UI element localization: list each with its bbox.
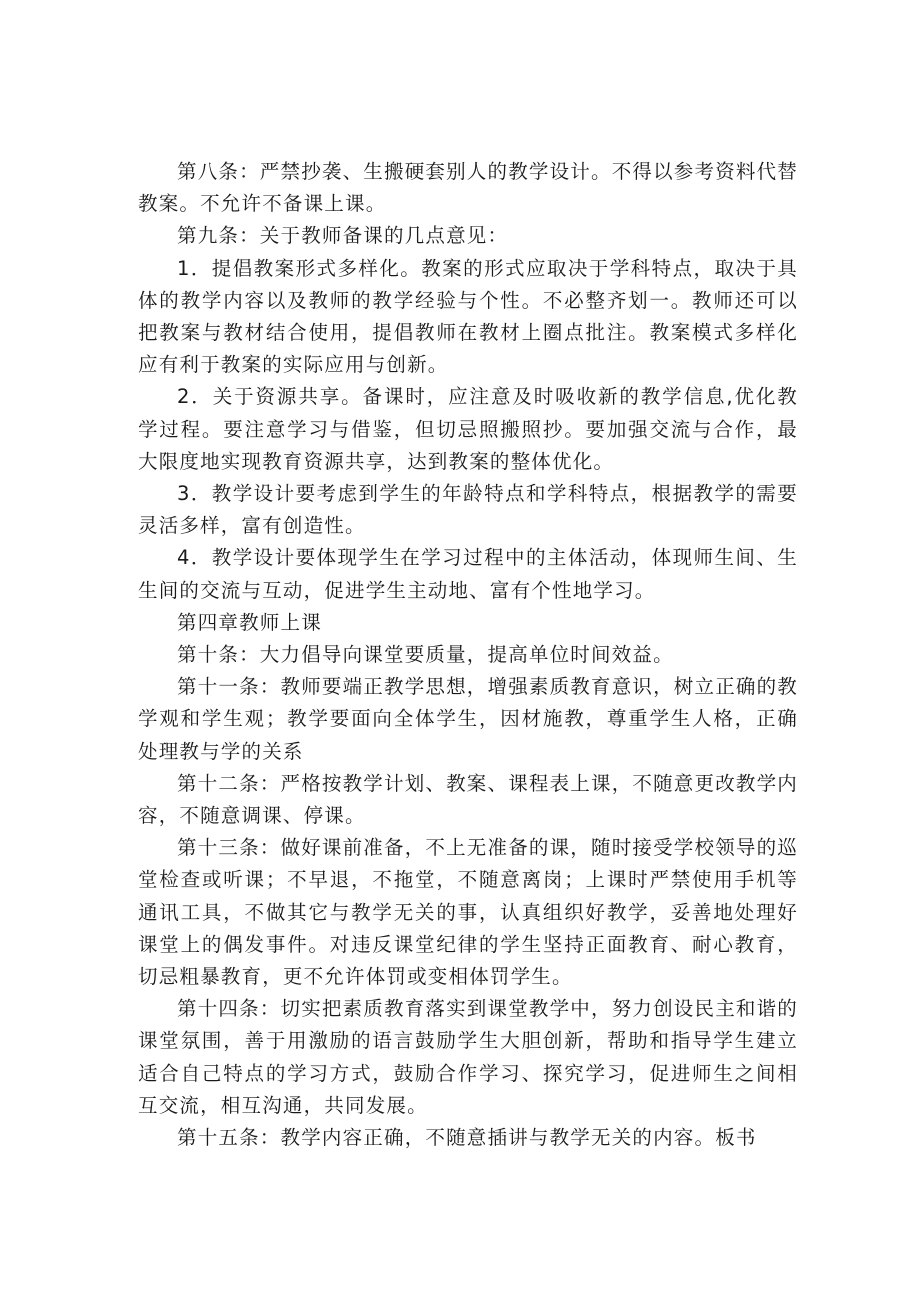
article-9-paragraph: 第九条：关于教师备课的几点意见： xyxy=(177,224,509,248)
chapter-4-heading: 第四章教师上课 xyxy=(177,610,322,634)
document-page xyxy=(138,156,798,1154)
article-15-paragraph: 第十五条：教学内容正确，不随意插讲与教学无关的内容。板书 xyxy=(177,1126,757,1150)
article-14-paragraph: 第十四条：切实把素质教育落实到课堂教学中，努力创设民主和谐的课堂氛围，善于用激励的语言鼓励学生大胆创新，帮助和指导学生建立适合自己特点的学习方式，鼓励合作学习、探究学习，促进师生之间相互交流，相互沟通，共同发展。 xyxy=(138,997,799,1117)
list-item-2-paragraph: 2．关于资源共享。备课时，应注意及时吸收新的教学信息,优化教学过程。要注意学习与借鉴，但切忌照搬照抄。要加强交流与合作，最大限度地实现教育资源共享，达到教案的整体优化。 xyxy=(138,385,798,473)
article-12-paragraph: 第十二条：严格按教学计划、教案、课程表上课，不随意更改教学内容，不随意调课、停课。 xyxy=(138,771,799,828)
article-11-paragraph: 第十一条：教师要端正教学思想，增强素质教育意识，树立正确的教学观和学生观；教学要面向全体学生，因材施教，尊重学生人格，正确处理教与学的关系 xyxy=(138,675,799,763)
list-item-3-paragraph: 3．教学设计要考虑到学生的年龄特点和学科特点，根据教学的需要灵活多样，富有创造性。 xyxy=(138,482,798,538)
list-item-4-paragraph: 4．教学设计要体现学生在学习过程中的主体活动，体现师生间、生生间的交流与互动，促进学生主动地、富有个性地学习。 xyxy=(138,546,798,602)
article-10-paragraph: 第十条：大力倡导向课堂要质量，提高单位时间效益。 xyxy=(177,643,674,667)
article-8-paragraph: 第八条：严禁抄袭、生搬硬套别人的教学设计。不得以参考资料代替教案。不允许不备课上课。 xyxy=(138,160,799,216)
list-item-1-paragraph: 1．提倡教案形式多样化。教案的形式应取决于学科特点，取决于具体的教学内容以及教师的教学经验与个性。不必整齐划一。教师还可以把教案与教材结合使用，提倡教师在教材上圈点批注。教案模式多样化应有利于教案的实际应用与创新。 xyxy=(138,256,798,377)
article-13-paragraph: 第十三条：做好课前准备，不上无准备的课，随时接受学校领导的巡堂检查或听课；不早退，不拖堂，不随意离岗；上课时严禁使用手机等通讯工具，不做其它与教学无关的事，认真组织好教学，妥善地处理好课堂上的偶发事件。对违反课堂纪律的学生坚持正面教育、耐心教育，切忌粗暴教育，更不允许体罚或变相体罚学生。 xyxy=(138,836,799,989)
